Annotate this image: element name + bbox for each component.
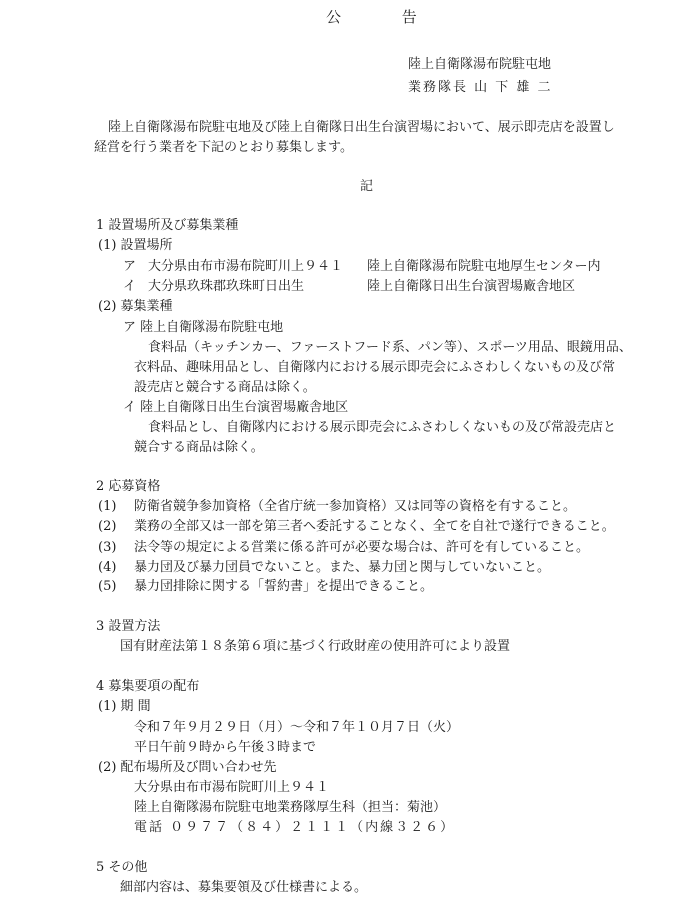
location-a-marker: ア <box>123 259 137 274</box>
issuing-official: 業務隊長 山 下 雄 二 <box>408 80 553 95</box>
section-2-heading: 2 応募資格 <box>96 479 161 494</box>
section-3-text: 国有財産法第１８条第６項に基づく行政財産の使用許可により設置 <box>120 639 511 654</box>
qualification-text-4: 暴力団及び暴力団員でないこと。また、暴力団と関与していないこと。 <box>134 560 551 575</box>
intro-line-1: 陸上自衛隊湯布院駐屯地及び陸上自衛隊日出生台演習場において、展示即売店を設置し <box>108 120 615 135</box>
category-i-heading: イ 陸上自衛隊日出生台演習場廠舎地区 <box>123 400 349 415</box>
section-4-heading: 4 募集要項の配布 <box>96 679 200 694</box>
qualification-num-2: (2) <box>98 519 117 534</box>
category-a-line-3: 設売店と競合する商品は除く。 <box>134 380 316 395</box>
issuing-organization: 陸上自衛隊湯布院駐屯地 <box>408 57 552 72</box>
distribution-period: 令和７年９月２９日（月）～令和７年１０月７日（火） <box>134 720 460 735</box>
qualification-num-1: (1) <box>98 499 117 514</box>
contact-phone: 電話 ０９７７（８４）２１１１（内線３２６） <box>134 820 456 835</box>
category-i-line-1: 食料品とし、自衛隊内における展示即売会にふさわしくないもの及び常設売店と <box>148 420 617 435</box>
qualification-text-3: 法令等の規定による営業に係る許可が必要な場合は、許可を有していること。 <box>134 540 590 555</box>
category-a-line-2: 衣料品、趣味用品とし、自衛隊内における展示即売会にふさわしくないもの及び常 <box>134 360 616 375</box>
contact-address: 大分県由布市湯布院町川上９４１ <box>134 780 330 795</box>
ki-heading: 記 <box>360 179 374 194</box>
category-a-heading: ア 陸上自衛隊湯布院駐屯地 <box>123 320 284 335</box>
section-5-text: 細部内容は、募集要領及び仕様書による。 <box>120 880 368 895</box>
qualification-text-1: 防衛省競争参加資格（全省庁統一参加資格）又は同等の資格を有すること。 <box>134 499 577 514</box>
qualification-num-5: (5) <box>98 579 117 594</box>
section-4-sub-1-label: (1) 期 間 <box>98 699 151 714</box>
qualification-num-3: (3) <box>98 540 117 555</box>
location-i-address: 大分県玖珠郡玖珠町日出生 <box>148 279 305 294</box>
qualification-text-5: 暴力団排除に関する「誓約書」を提出できること。 <box>134 579 434 594</box>
section-1-sub-2-label: (2) 募集業種 <box>98 299 173 314</box>
section-4-sub-2-label: (2) 配布場所及び問い合わせ先 <box>98 760 277 775</box>
section-5-heading: 5 その他 <box>96 860 148 875</box>
location-i-marker: イ <box>123 279 137 294</box>
category-a-line-1: 食料品（キッチンカー、ファーストフード系、パン等）、スポーツ用品、眼鏡用品、 <box>148 340 632 355</box>
distribution-hours: 平日午前９時から午後３時まで <box>134 740 317 755</box>
category-i-line-2: 競合する商品は除く。 <box>134 440 264 455</box>
section-1-heading: 1 設置場所及び募集業種 <box>96 218 239 233</box>
notice-title: 公 告 <box>326 8 445 26</box>
location-i-facility: 陸上自衛隊日出生台演習場廠舎地区 <box>367 279 576 294</box>
section-3-heading: 3 設置方法 <box>96 619 161 634</box>
qualification-text-2: 業務の全部又は一部を第三者へ委託することなく、全てを自社で遂行できること。 <box>134 519 615 534</box>
intro-line-2: 経営を行う業者を下記のとおり募集します。 <box>94 140 353 155</box>
contact-department: 陸上自衛隊湯布院駐屯地業務隊厚生科（担当：菊池） <box>134 800 447 815</box>
location-a-address: 大分県由布市湯布院町川上９４１ <box>148 259 344 274</box>
qualification-num-4: (4) <box>98 560 117 575</box>
section-1-sub-1-label: (1) 設置場所 <box>98 238 173 253</box>
location-a-facility: 陸上自衛隊湯布院駐屯地厚生センター内 <box>367 259 601 274</box>
